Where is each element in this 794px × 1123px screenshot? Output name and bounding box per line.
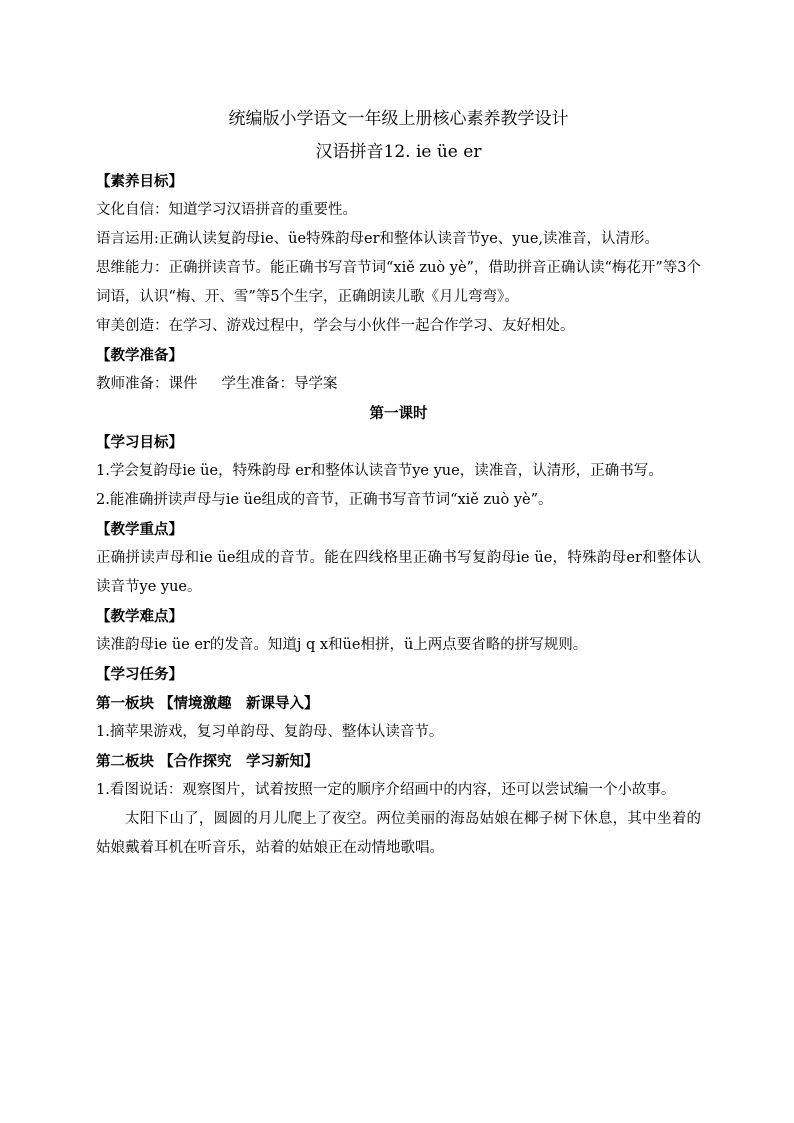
difficulties-heading: 【教学难点】 [96,608,183,625]
difficulties-text: 读准韵母ie üe er的发音。知道j q x和üe相拼，ü上两点要省略的拼写规则。 [96,637,588,653]
block-2-label: 第二板块 [96,753,154,770]
prep-line [96,370,701,399]
document-page [96,104,701,863]
prep-heading: 【教学准备】 [96,347,183,364]
block-1-heading [96,689,701,718]
learning-goals-heading: 【学习目标】 [96,434,183,451]
block-1-title: 【情境激趣 新课导入】 [159,695,319,712]
block-2-heading [96,747,701,776]
prep-teacher: 教师准备：课件 [96,376,198,392]
key-points-text: 正确拼读声母和ie üe组成的音节。能在四线格里正确书写复韵母ie üe，特殊韵母er和整体认读音节ye yue。 [96,550,701,595]
goal-language: 语言运用:正确认读复韵母ie、üe特殊韵母er和整体认读音节ye、yue,读准音，认清形。 [96,231,660,247]
goals-heading: 【素养目标】 [96,173,183,190]
goal-thinking: 思维能力：正确拼读音节。能正确书写音节词“xiě zuò yè”，借助拼音正确认读“梅花开”等3个词语，认识“梅、开、雪”等5个生字，正确朗读儿歌《月儿弯弯》。 [96,260,701,305]
goal-culture: 文化自信：知道学习汉语拼音的重要性。 [96,202,357,218]
story-paragraph: 太阳下山了，圆圆的月儿爬上了夜空。两位美丽的海岛姑娘在椰子树下休息，其中坐着的姑娘戴着耳机在听音乐，站着的姑娘正在动情地歌唱。 [96,811,701,856]
tasks-heading: 【学习任务】 [96,666,183,683]
learning-goal-2: 2.能准确拼读声母与ie üe组成的音节，正确书写音节词“xiě zuò yè”。 [96,492,553,508]
learning-goal-1: 1.学会复韵母ie üe，特殊韵母 er和整体认读音节ye yue，读准音，认清形，正确书写。 [96,463,663,479]
prep-student: 学生准备：导学案 [221,376,338,392]
document-title: 统编版小学语文一年级上册核心素养教学设计 [228,109,569,129]
lesson-title: 第一课时 [369,405,428,422]
key-points-heading: 【教学重点】 [96,521,183,538]
goal-aesthetic: 审美创造：在学习、游戏过程中，学会与小伙伴一起合作学习、友好相处。 [96,318,575,334]
block-1-label: 第一板块 [96,695,154,712]
document-subtitle: 汉语拼音12. ie üe er [315,142,482,162]
block-1-item: 1.摘苹果游戏，复习单韵母、复韵母、整体认读音节。 [96,724,444,740]
block-2-item: 1.看图说话：观察图片，试着按照一定的顺序介绍画中的内容，还可以尝试编一个小故事。 [96,782,676,798]
block-2-title: 【合作探究 学习新知】 [159,753,319,770]
